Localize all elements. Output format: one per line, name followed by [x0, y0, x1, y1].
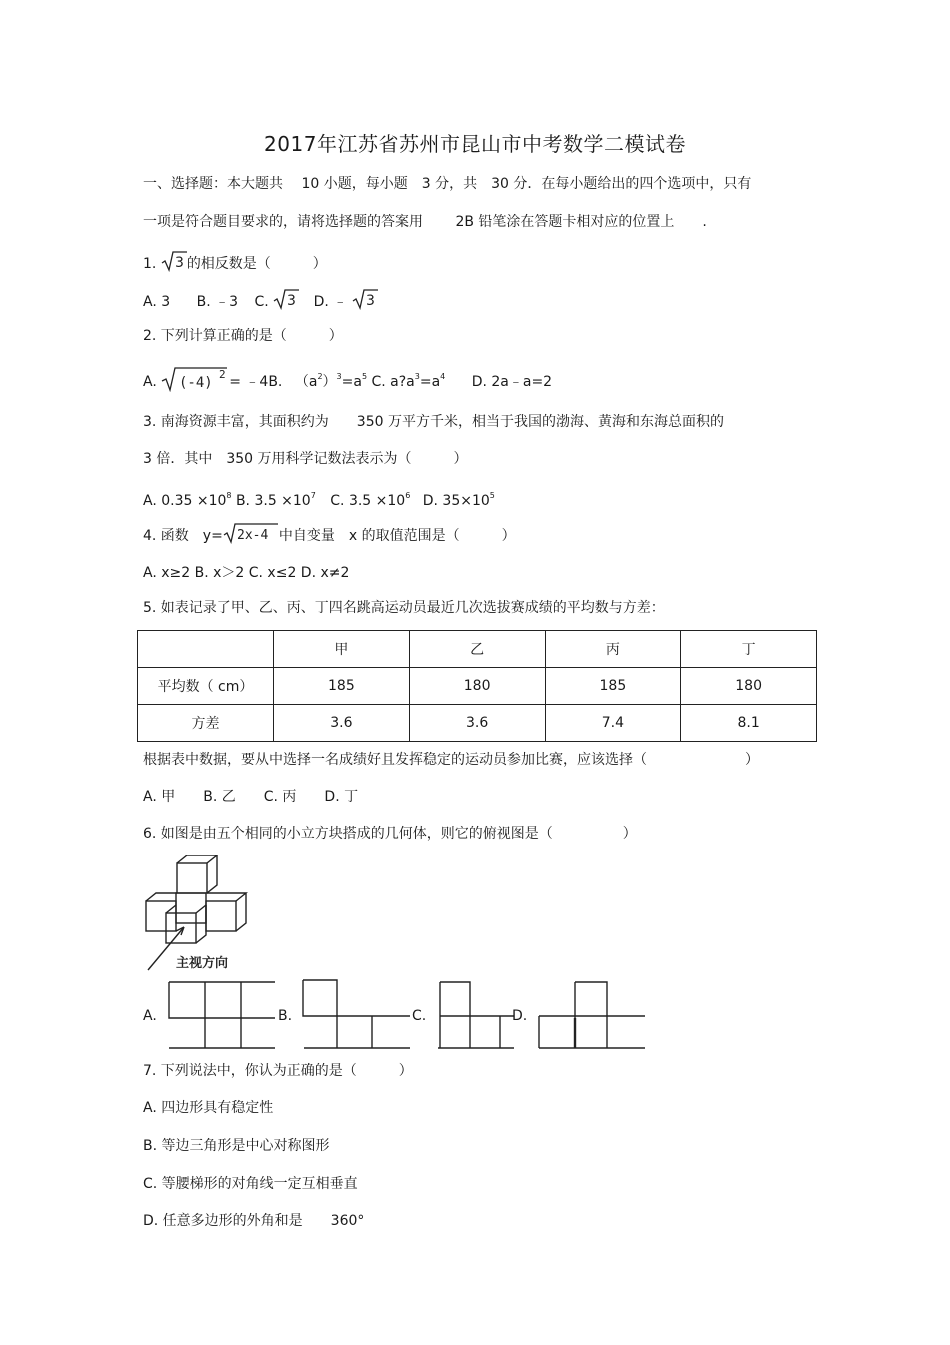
option-a: A. 3	[143, 294, 171, 310]
sqrt-icon	[352, 288, 378, 316]
scores-table	[137, 630, 817, 742]
question-2-options: A. (-4) 2 = ﹣4B. $(a^2)^3=a^5$ C. $a?a^3=a^4$ D. 2a﹣a=2	[143, 366, 552, 398]
question-7: 7. 下列说法中，你认为正确的是（ ）	[143, 1063, 413, 1079]
question-3-line2: 3 倍．其中 350 万用科学记数法表示为（ ）	[143, 451, 468, 467]
question-7-option-d: D. 任意多边形的外角和是 360°	[143, 1213, 365, 1229]
svg-text:(-4): (-4)	[179, 375, 213, 391]
page-title: 2017年江苏省苏州市昆山市中考数学二模试卷	[264, 132, 686, 156]
svg-text:3: 3	[287, 293, 297, 309]
sqrt-icon	[223, 522, 279, 550]
table-cell: 7.4	[545, 705, 681, 742]
table-row	[138, 668, 817, 705]
question-5: 5. 如表记录了甲、乙、丙、丁四名跳高运动员最近几次选拔赛成绩的平均数与方差：	[143, 600, 665, 616]
option-d-view	[535, 978, 647, 1050]
question-3-options: A. $0.35 \times 10^8$ B. $3.5 \times 10^7$ C. $3.5 \times 10^6$ D. $35\times 10^5$	[143, 491, 495, 509]
option-d-label: D.	[512, 1008, 528, 1024]
question-5-followup: 根据表中数据，要从中选择一名成绩好且发挥稳定的运动员参加比赛，应该选择（ ）	[143, 752, 759, 768]
sqrt-icon	[273, 288, 299, 316]
table-header-cell: 丙	[545, 631, 681, 668]
table-header-cell: 乙	[409, 631, 545, 668]
svg-text:2: 2	[219, 368, 226, 381]
question-4: 4. 函数 y= 2x-4 中自变量 x 的取值范围是（ ）	[143, 522, 516, 550]
table-header-cell: 甲	[274, 631, 410, 668]
sqrt-icon	[161, 366, 229, 398]
question-1-options	[143, 288, 378, 316]
table-cell: 180	[681, 668, 817, 705]
table-header-cell	[138, 631, 274, 668]
view-direction-caption: 主视方向	[176, 956, 229, 971]
option-b-label: B.	[278, 1008, 293, 1024]
question-7-option-c: C. 等腰梯形的对角线一定互相垂直	[143, 1176, 358, 1192]
table-cell: 185	[545, 668, 681, 705]
svg-text:2x-4: 2x-4	[236, 528, 269, 543]
question-6: 6. 如图是由五个相同的小立方块搭成的几何体，则它的俯视图是（ ）	[143, 826, 637, 842]
option-a-label: A.	[143, 1008, 157, 1024]
table-cell: 平均数（ cm）	[138, 668, 274, 705]
svg-text:3: 3	[365, 293, 375, 309]
option-c: C.	[254, 294, 269, 310]
table-cell: 方差	[138, 705, 274, 742]
table-cell: 3.6	[409, 705, 545, 742]
table-row	[138, 705, 817, 742]
sqrt-icon	[161, 250, 187, 278]
table-cell: 180	[409, 668, 545, 705]
table-cell: 8.1	[681, 705, 817, 742]
question-4-options: A. x≥2 B. x＞2 C. x≤2 D. x≠2	[143, 565, 350, 581]
table-cell: 185	[274, 668, 410, 705]
option-c-label: C.	[412, 1008, 427, 1024]
option-c-view	[434, 978, 516, 1050]
option-a-view	[165, 978, 277, 1050]
question-5-options: A. 甲 B. 乙 C. 丙 D. 丁	[143, 789, 359, 805]
option-b: B. ﹣3	[196, 294, 239, 310]
option-d: D. ﹣	[313, 294, 348, 310]
table-header-cell: 丁	[681, 631, 817, 668]
question-1: 1. 3 的相反数是（ ）	[143, 250, 327, 278]
question-3-line1: 3. 南海资源丰富，其面积约为 350 万平方千米，相当于我国的渤海、黄海和东海总面积的	[143, 414, 724, 430]
option-b-view	[300, 978, 412, 1050]
question-2: 2. 下列计算正确的是（ ）	[143, 328, 343, 344]
question-7-option-a: A. 四边形具有稳定性	[143, 1100, 274, 1116]
table-cell: 3.6	[274, 705, 410, 742]
section-instructions-line1: 一、选择题：本大题共 10 小题，每小题 3 分，共 30 分．在每小题给出的四个选项中，只有	[143, 176, 752, 192]
table-header-row	[138, 631, 817, 668]
section-instructions-line2: 一项是符合题目要求的，请将选择题的答案用 2B 铅笔涂在答题卡相对应的位置上 .	[143, 214, 707, 230]
cube-figure	[140, 855, 260, 975]
svg-text:3: 3	[174, 255, 184, 271]
question-7-option-b: B. 等边三角形是中心对称图形	[143, 1138, 330, 1154]
